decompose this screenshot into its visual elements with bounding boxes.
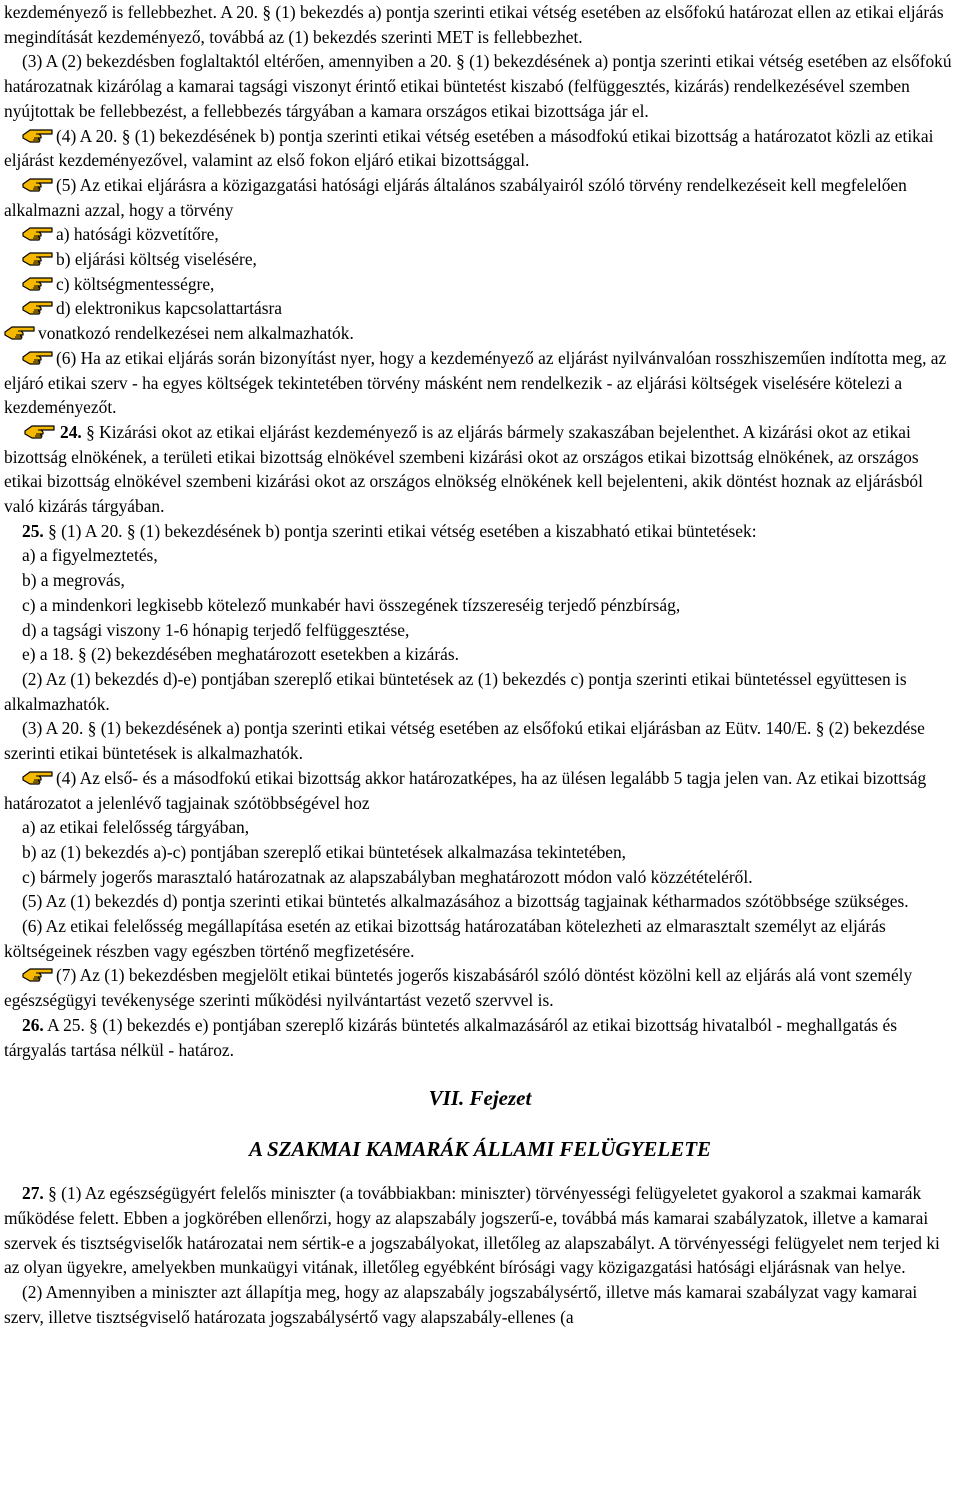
paragraph — [4, 766, 956, 815]
list-item — [4, 618, 956, 643]
paragraph-text: (3) A (2) bekezdésben foglaltaktól eltérően, amennyiben a 20. § (1) bekezdésének a) pontja szerinti etikai vétség esetében az elsőfokú határozatnak kizárólag a kamarai tagsági viszonyt érintő etikai büntetést kiszabó (felfüggesztés, kizárás) rendelkezésével szemben nyújtottak be fellebbezést, a fellebbezés tárgyában a kamara országos etikai bizottsága jár el. — [4, 51, 952, 121]
pointing-hand-icon — [22, 421, 58, 441]
pointing-hand-icon — [22, 174, 54, 194]
paragraph-text: (5) Az etikai eljárásra a közigazgatási hatósági eljárás általános szabályairól szóló törvény rendelkezéseit kell megfelelően alkalmazni azzal, hogy a törvény — [4, 174, 907, 220]
list-item-text: b) az (1) bekezdés a)-c) pontjában szereplő etikai büntetések alkalmazása tekintetében, — [22, 841, 627, 862]
pointing-hand-icon — [4, 322, 36, 342]
section-number: 25. — [22, 520, 44, 541]
paragraph-text: (4) A 20. § (1) bekezdésének b) pontja szerinti etikai vétség esetében a másodfokú etikai bizottság a határozatot közli az etikai eljárást kezdeményezővel, valamint az első fokon eljáró etikai bizottsággal. — [4, 125, 934, 171]
paragraph — [4, 346, 956, 420]
list-item — [4, 568, 956, 593]
paragraph — [4, 0, 956, 49]
list-item-text: a) a figyelmeztetés, — [22, 545, 158, 566]
pointing-hand-icon — [22, 767, 54, 787]
list-item — [4, 296, 956, 321]
section-paragraph — [4, 420, 956, 519]
paragraph — [4, 1280, 956, 1329]
list-item — [4, 865, 956, 890]
list-item-text: a) az etikai felelősség tárgyában, — [22, 817, 250, 838]
paragraph — [4, 716, 956, 765]
list-item-text: a) hatósági közvetítőre, — [56, 224, 219, 245]
paragraph-text: (3) A 20. § (1) bekezdésének a) pontja szerinti etikai vétség esetében az elsőfokú etikai eljárásban az Eütv. 140/E. § (2) bekezdése szerinti etikai büntetések is alkalmazhatók. — [4, 718, 925, 764]
chapter-title: A SZAKMAI KAMARÁK ÁLLAMI FELÜGYELETE — [248, 1137, 712, 1162]
pointing-hand-icon — [22, 248, 54, 268]
pointing-hand-icon — [22, 125, 54, 145]
section-number: 26. — [22, 1014, 44, 1035]
paragraph-text: (6) Az etikai felelősség megállapítása esetén az etikai bizottság határozatában kötelezheti az elmarasztalt személyt az eljárás költségeinek részben vagy egészben történő megfizetésére. — [4, 916, 886, 961]
paragraph — [4, 321, 956, 346]
chapter-heading: VII. Fejezet — [428, 1086, 532, 1111]
paragraph-text: § (1) A 20. § (1) bekezdésének b) pontja szerinti etikai vétség esetében a kiszabható etikai büntetések: — [48, 520, 757, 541]
pointing-hand-icon — [22, 223, 54, 243]
list-item-text: c) bármely jogerős marasztaló határozatnak az alapszabályban meghatározott módon való közzétételéről. — [22, 866, 753, 887]
list-item — [4, 642, 956, 667]
paragraph — [4, 914, 956, 963]
paragraph-text: A 25. § (1) bekezdés e) pontjában szereplő kizárás büntetés alkalmazásáról az etikai bizottság hivatalból - meghallgatás és tárgyalás tartása nélkül - határoz. — [4, 1014, 898, 1060]
paragraph-text: § (1) Az egészségügyért felelős miniszter (a továbbiakban: miniszter) törvényességi felügyeletet gyakorol a szakmai kamarák működése felett. Ebben a jogkörében ellenőrzi, hogy az alapszabály jogszerű-e, továbbá más kamarai szabályzatok, illetve a kamarai szervek és tisztségviselők határozatai nem sértik-e a jogszabályokat, illetőleg az alapszabályt. A törvényességi felügyelet nem terjed ki az olyan ügyekre, amelyekben munkaügyi vitának, illetőleg egyébként bírósági vagy közigazgatási hatósági eljárásnak van helye. — [4, 1183, 940, 1278]
paragraph — [4, 667, 956, 716]
list-item-text: c) költségmentességre, — [56, 273, 215, 294]
list-item-text: c) a mindenkori legkisebb kötelező munkabér havi összegének tízszereséig terjedő pénzbírság, — [22, 594, 681, 615]
section-paragraph — [4, 1181, 956, 1280]
section-number: 24. — [60, 421, 82, 442]
list-item — [4, 840, 956, 865]
list-item — [4, 272, 956, 297]
list-item-text: b) a megrovás, — [22, 570, 125, 591]
list-item — [4, 543, 956, 568]
pointing-hand-icon — [22, 297, 54, 317]
paragraph-text: kezdeményező is fellebbezhet. A 20. § (1) bekezdés a) pontja szerinti etikai vétség esetében az elsőfokú határozat ellen az etikai eljárás megindítását kezdeményező, továbbá az (1) bekezdés szerinti MET is fellebbezhet. — [4, 2, 944, 47]
list-item — [4, 593, 956, 618]
section-paragraph — [4, 519, 956, 544]
paragraph-text: (2) Amennyiben a miniszter azt állapítja meg, hogy az alapszabály jogszabálysértő, illetve más kamarai szabályzat vagy kamarai szerv, illetve tisztségviselő határozata jogszabálysértő vagy alapszabály-ellenes (a — [4, 1282, 918, 1327]
paragraph — [4, 963, 956, 1012]
paragraph-text: (2) Az (1) bekezdés d)-e) pontjában szereplő etikai büntetések az (1) bekezdés c) pontja szerinti etikai büntetéssel együttesen is alkalmazhatók. — [4, 668, 907, 714]
pointing-hand-icon — [22, 347, 54, 367]
list-item-text: d) a tagsági viszony 1-6 hónapig terjedő felfüggesztése, — [22, 619, 410, 640]
paragraph — [4, 173, 956, 222]
paragraph-text: vonatkozó rendelkezései nem alkalmazhatók. — [38, 323, 354, 344]
paragraph-text: (7) Az (1) bekezdésben megjelölt etikai büntetés jogerős kiszabásáról szóló döntést közölni kell az eljárás alá vont személy egészségügyi tevékenysége szerinti működési nyilvántartást vezető szervvel is. — [4, 965, 913, 1011]
paragraph-text: (4) Az első- és a másodfokú etikai bizottság akkor határozatképes, ha az ülésen legalább 5 tagja jelen van. Az etikai bizottság határozatot a jelenlévő tagjainak szótöbbségével hoz — [4, 767, 927, 813]
list-item-text: d) elektronikus kapcsolattartásra — [56, 298, 282, 319]
section-paragraph — [4, 1013, 956, 1062]
list-item-text: b) eljárási költség viselésére, — [56, 249, 257, 270]
paragraph — [4, 124, 956, 173]
paragraph-text: (6) Ha az etikai eljárás során bizonyítást nyer, hogy a kezdeményező az eljárást nyilvánvalóan rosszhiszeműen indította meg, az eljáró etikai szerv - ha egyes költségek tekintetében törvény másként nem rendelkezik - az eljárási költségek viselésére kötelezi a kezdeményezőt. — [4, 347, 947, 418]
paragraph — [4, 889, 956, 914]
paragraph-text: § Kizárási okot az etikai eljárást kezdeményező is az eljárás bármely szakaszában bejelenthet. A kizárási okot az etikai bizottság elnökének, a területi etikai bizottság elnökével szembeni kizárási okot az országos etikai bizottság elnökének, az országos etikai bizottság elnökével szembeni kizárási okot az országos elnökség elnökének kell bejelenteni, akik döntést hoznak az eljárásból való kizárás tárgyában. — [4, 421, 923, 517]
list-item — [4, 222, 956, 247]
pointing-hand-icon — [22, 964, 54, 984]
paragraph-text: (5) Az (1) bekezdés d) pontja szerinti etikai büntetés alkalmazásához a bizottság tagjainak kétharmados szótöbbsége szükséges. — [22, 891, 909, 912]
list-item — [4, 247, 956, 272]
section-number: 27. — [22, 1183, 44, 1204]
list-item — [4, 815, 956, 840]
pointing-hand-icon — [22, 273, 54, 293]
list-item-text: e) a 18. § (2) bekezdésében meghatározott esetekben a kizárás. — [22, 644, 459, 665]
paragraph — [4, 49, 956, 123]
